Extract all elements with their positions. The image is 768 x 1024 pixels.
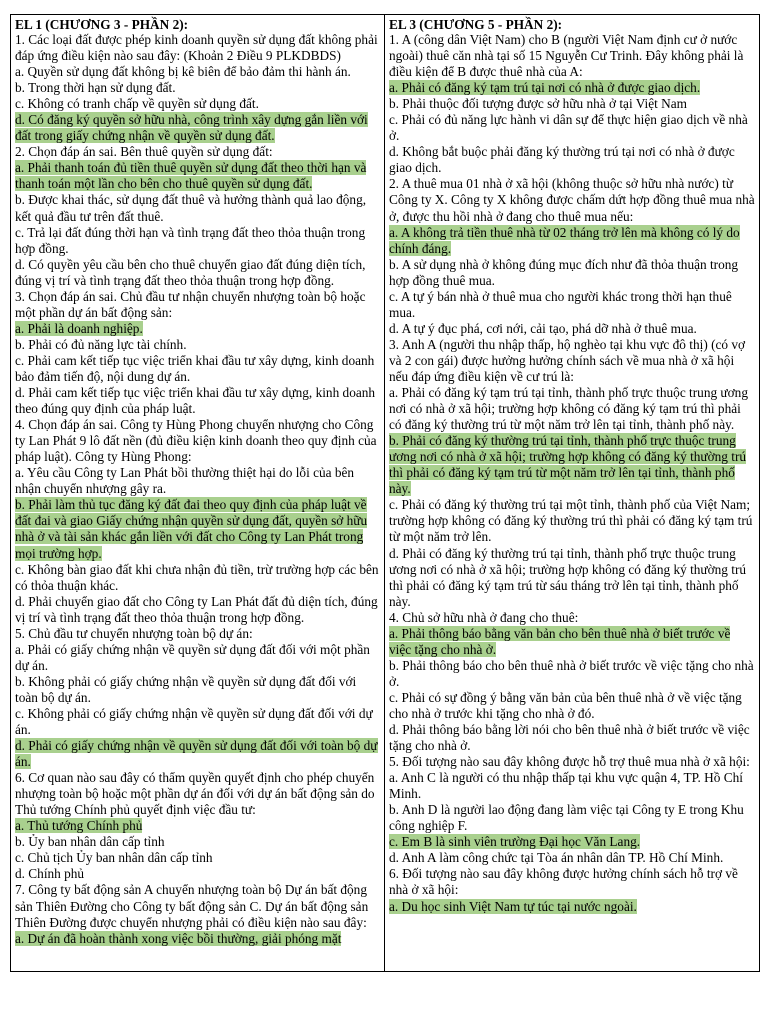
answer-option: c. Không có tranh chấp về quyền sử dụng đất.: [15, 96, 259, 112]
answer-option: a. Anh C là người có thu nhập thấp tại khu vực quận 4, TP. Hồ Chí Minh.: [389, 770, 743, 802]
answer-option: b. Phải có đủ năng lực tài chính.: [15, 336, 187, 352]
answer-option: a. Phải có giấy chứng nhận về quyền sử dụng đất đối với một phần dự án.: [15, 641, 370, 673]
answer-option: a. Yêu cầu Công ty Lan Phát bồi thường thiệt hại do lỗi của bên nhận chuyển nhượng gây ra.: [15, 465, 355, 497]
answer-option: b. Anh D là người lao động đang làm việc tại Công ty E trong Khu công nghiệp F.: [389, 802, 744, 834]
question-text: 2. A thuê mua 01 nhà ở xã hội (không thuộc sở hữu nhà nước) từ Công ty X. Công ty X không được chấm dứt hợp đồng thuê mua nhà ở, được thu hồi nhà ở đang cho thuê mua nếu:: [389, 176, 755, 224]
answer-option: c. Không bàn giao đất khi chưa nhận đủ tiền, trừ trường hợp các bên có thỏa thuận khác.: [15, 561, 379, 593]
answer-option: c. Không phải có giấy chứng nhận về quyền sử dụng đất đối với dự án.: [15, 705, 373, 738]
answer-option: b. Phải thuộc đối tượng được sở hữu nhà ở tại Việt Nam: [389, 96, 687, 112]
answer-option: d. Không bắt buộc phải đăng ký thường trú tại nơi có nhà ở được giao dịch.: [389, 144, 735, 176]
answer-option: d. Phải thông báo bằng lời nói cho bên thuê nhà ở biết trước về việc tặng cho nhà ở.: [389, 722, 750, 754]
correct-answer: a. Phải thanh toán đủ tiền thuê quyền sử dụng đất theo thời hạn và thanh toán một lần cho bên cho thuê quyền sử dụng đất.: [15, 160, 367, 192]
correct-answer: a. Phải thông báo bằng văn bản cho bên thuê nhà ở biết trước về việc tặng cho nhà ở.: [389, 625, 731, 657]
question-text: 5. Đối tượng nào sau đây không được hỗ trợ thuê mua nhà ở xã hội:: [389, 754, 750, 770]
correct-answer: a. Du học sinh Việt Nam tự túc tại nước ngoài.: [389, 898, 637, 914]
question-text: 6. Đối tượng nào sau đây không được hưởng chính sách hỗ trợ về nhà ở xã hội:: [389, 866, 738, 898]
answer-option: d. A tự ý đục phá, cơi nới, cải tạo, phá dỡ nhà ở thuê mua.: [389, 320, 697, 336]
question-text: 3. Anh A (người thu nhập thấp, hộ nghèo tại khu vực đô thị) (có vợ và 2 con gái) được hưởng hưởng chính sách về mua nhà ở xã hội nếu đáp ứng điều kiện về cư trú là:: [389, 336, 746, 384]
correct-answer: b. Phải có đăng ký thường trú tại tỉnh, thành phố trực thuộc trung ương nơi có nhà ở xã hội; trường hợp không có đăng ký thường trú thì phải có đăng ký tạm trú từ một năm trở lên tại tỉnh, thành phố này.: [389, 433, 747, 497]
answer-option: c. Trả lại đất đúng thời hạn và tình trạng đất theo thỏa thuận trong hợp đồng.: [15, 224, 366, 256]
correct-answer: a. Dự án đã hoàn thành xong việc bồi thường, giải phóng mặt: [15, 930, 342, 946]
answer-option: d. Phải có đăng ký thường trú tại tỉnh, thành phố trực thuộc trung ương nơi có nhà ở xã hội; trường hợp không có đăng ký thường trú thì phải có đăng ký tạm trú từ sáu tháng trở lên tại tỉnh, thành phố này.: [389, 545, 747, 609]
answer-option: c. Phải cam kết tiếp tục việc triển khai đầu tư xây dựng, kinh doanh bảo đảm tiến độ, nội dung dự án.: [15, 352, 375, 384]
answer-option: c. Phải có sự đồng ý bằng văn bản của bên thuê nhà ở về việc tặng cho nhà ở trước khi tặng cho nhà ở đó.: [389, 689, 742, 721]
correct-answer: c. Em B là sinh viên trường Đại học Văn Lang.: [389, 834, 641, 850]
correct-answer: a. A không trả tiền thuê nhà từ 02 tháng trở lên mà không có lý do chính đáng.: [389, 224, 740, 256]
answer-option: a. Phải có đăng ký tạm trú tại tỉnh, thành phố trực thuộc trung ương nơi có nhà ở xã hội; trường hợp không có đăng ký tạm trú thì phải có đăng ký thường trú từ một năm trở lên tại tỉnh, thành phố này.: [389, 385, 748, 433]
answer-option: b. Ủy ban nhân dân cấp tỉnh: [15, 834, 165, 850]
answer-option: d. Có quyền yêu cầu bên cho thuê chuyển giao đất đúng diện tích, đúng vị trí và tình trạng đất theo thỏa thuận trong hợp đồng.: [15, 256, 366, 288]
question-text: 4. Chủ sở hữu nhà ở đang cho thuê:: [389, 609, 579, 625]
question-text: 4. Chọn đáp án sai. Công ty Hùng Phong chuyển nhượng cho Công ty Lan Phát 9 lô đất nền (đủ điều kiện kinh doanh theo quy định của pháp luật). Công ty Hùng Phong:: [15, 417, 377, 465]
correct-answer: d. Phải có giấy chứng nhận về quyền sử dụng đất đối với toàn bộ dự án.: [15, 738, 378, 770]
question-text: 2. Chọn đáp án sai. Bên thuê quyền sử dụng đất:: [15, 144, 273, 160]
question-text: 7. Công ty bất động sản A chuyển nhượng toàn bộ Dự án bất động sản Thiên Đường cho Công ty bất động sản C. Dự án bất động sản Thiên Đường được chuyển nhượng phải có điều kiện nào sau đây:: [15, 882, 369, 930]
answer-option: c. A tự ý bán nhà ở thuê mua cho người khác trong thời hạn thuê mua.: [389, 288, 732, 320]
correct-answer: b. Phải làm thủ tục đăng ký đất đai theo quy định của pháp luật về đất đai và giao Giấy chứng nhận quyền sử dụng đất, quyền sở hữu nhà ở và tài sản khác gắn liền với đất cho Công ty Lan Phát trong mọi trường hợp.: [15, 497, 368, 561]
answer-option: d. Phải chuyển giao đất cho Công ty Lan Phát đất đủ diện tích, đúng vị trí và tình trạng đất theo thỏa thuận trong hợp đồng.: [15, 593, 378, 625]
question-text: 5. Chủ đầu tư chuyển nhượng toàn bộ dự án:: [15, 625, 253, 641]
answer-option: d. Phải cam kết tiếp tục việc triển khai đầu tư xây dựng, kinh doanh theo đúng quy định của pháp luật.: [15, 385, 376, 417]
correct-answer: a. Phải là doanh nghiệp.: [15, 320, 143, 336]
correct-answer: a. Phải có đăng ký tạm trú tại nơi có nhà ở được giao dịch.: [389, 80, 701, 96]
document-page: [10, 14, 760, 972]
left-question-list: [15, 32, 380, 947]
left-column: [11, 15, 385, 971]
question-text: 1. Các loại đất được phép kinh doanh quyền sử dụng đất không phải đáp ứng điều kiện nào sau đây: (Khoản 2 Điều 9 PLKDBDS): [15, 32, 378, 64]
answer-option: b. Được khai thác, sử dụng đất thuê và hưởng thành quả lao động, kết quả đầu tư trên đất thuê.: [15, 192, 367, 224]
right-column: [385, 15, 759, 971]
answer-option: c. Chủ tịch Ủy ban nhân dân cấp tỉnh: [15, 850, 213, 866]
answer-option: a. Quyền sử dụng đất không bị kê biên để bảo đảm thi hành án.: [15, 64, 351, 80]
answer-option: b. Phải thông báo cho bên thuê nhà ở biết trước về việc tặng cho nhà ở.: [389, 657, 754, 689]
answer-option: b. A sử dụng nhà ở không đúng mục đích như đã thỏa thuận trong hợp đồng thuê mua.: [389, 256, 739, 288]
answer-option: b. Trong thời hạn sử dụng đất.: [15, 80, 176, 96]
section-heading-el3: EL 3 (CHƯƠNG 5 - PHẦN 2):: [389, 17, 563, 32]
question-text: 3. Chọn đáp án sai. Chủ đầu tư nhận chuyển nhượng toàn bộ hoặc một phần dự án bất động sản:: [15, 288, 366, 320]
answer-option: d. Chính phủ: [15, 866, 85, 882]
question-text: 1. A (công dân Việt Nam) cho B (người Việt Nam định cư ở nước ngoài) thuê căn nhà tại số 15 Nguyễn Cư Trinh. Đây không phải là điều kiện để B được thuê nhà của A:: [389, 32, 744, 80]
correct-answer: d. Có đăng ký quyền sở hữu nhà, công trình xây dựng gắn liền với đất trong giấy chứng nhận về quyền sử dụng đất.: [15, 112, 368, 144]
answer-option: b. Không phải có giấy chứng nhận về quyền sử dụng đất đối với toàn bộ dự án.: [15, 673, 357, 705]
question-text: 6. Cơ quan nào sau đây có thẩm quyền quyết định cho phép chuyển nhượng toàn bộ hoặc một phần dự án đối với dự án bất động sản do Thủ tướng Chính phủ quyết định việc đầu tư:: [15, 770, 375, 818]
answer-option: c. Phải có đăng ký thường trú tại một tỉnh, thành phố của Việt Nam; trường hợp không có đăng ký thường trú thì phải có đăng ký tạm trú từ một năm trở lên.: [389, 497, 753, 545]
correct-answer: a. Thủ tướng Chính phủ: [15, 818, 143, 834]
right-question-list: [389, 32, 755, 915]
answer-option: c. Phải có đủ năng lực hành vi dân sự để thực hiện giao dịch về nhà ở.: [389, 112, 748, 144]
answer-option: d. Anh A làm công chức tại Tòa án nhân dân TP. Hồ Chí Minh.: [389, 850, 724, 866]
section-heading-el1: EL 1 (CHƯƠNG 3 - PHẦN 2):: [15, 17, 189, 32]
